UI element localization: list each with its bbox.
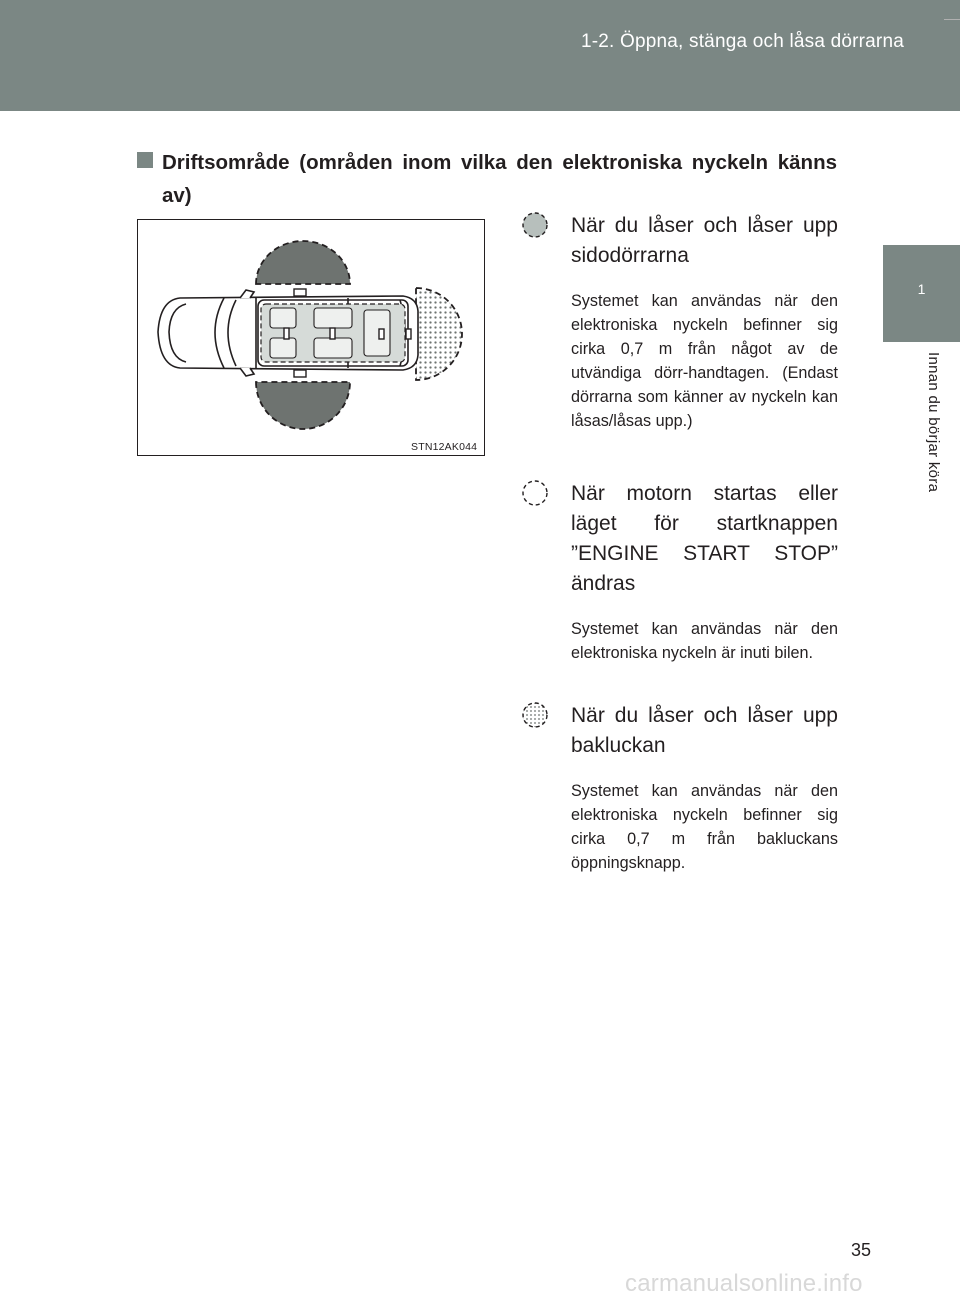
legend-description: Systemet kan användas när den elektroniska nyckeln är inuti bilen. (571, 620, 838, 662)
legend-title: När motorn startas eller läget för startknappen ”ENGINE START STOP” ändras (571, 482, 838, 595)
section-title: 1-2. Öppna, stänga och låsa dörrarna (580, 31, 904, 52)
legend-item (521, 701, 838, 875)
legend-title: När du låser och låser upp bakluckan (571, 704, 838, 757)
heading-square-icon (137, 152, 153, 168)
figure-frame (137, 219, 485, 456)
legend-title: När du låser och låser upp sidodörrarna (571, 214, 838, 267)
side-door-zone-bottom (256, 382, 350, 429)
side-door-zone-top (256, 241, 350, 284)
legend-item (521, 211, 838, 433)
chapter-tab-body (883, 340, 960, 1300)
header-band (0, 0, 960, 111)
section-heading (137, 146, 837, 212)
legend-description: Systemet kan användas när den elektroniska nyckeln befinner sig cirka 0,7 m från bakluckans öppningsknapp. (571, 782, 838, 872)
white-dashed-circle-icon (521, 479, 549, 507)
heading-text: Driftsområde (områden inom vilka den elektroniska nyckeln känns av) (162, 151, 837, 207)
figure-code: STN12AK044 (411, 441, 478, 453)
chapter-tab-rule (883, 340, 960, 342)
legend-description: Systemet kan användas när den elektroniska nyckeln befinner sig cirka 0,7 m från något av de utvändiga dörr-handtagen. (Endast dörrarna som känner av nyckeln kan låsas/låsas upp.) (571, 292, 838, 430)
crop-mark (944, 19, 960, 20)
chapter-title: Innan du börjar köra (925, 352, 942, 493)
dotted-pattern-dashed-circle-icon (521, 701, 549, 729)
chapter-tab[interactable] (883, 245, 960, 340)
watermark-text[interactable]: carmanualsonline.info (625, 1270, 863, 1297)
chapter-number: 1 (917, 281, 926, 297)
legend-item (521, 479, 838, 665)
solid-dark-dashed-circle-icon (521, 211, 549, 239)
page-number: 35 (851, 1240, 872, 1260)
back-door-zone (416, 288, 462, 380)
car-top-view-diagram (138, 220, 484, 455)
